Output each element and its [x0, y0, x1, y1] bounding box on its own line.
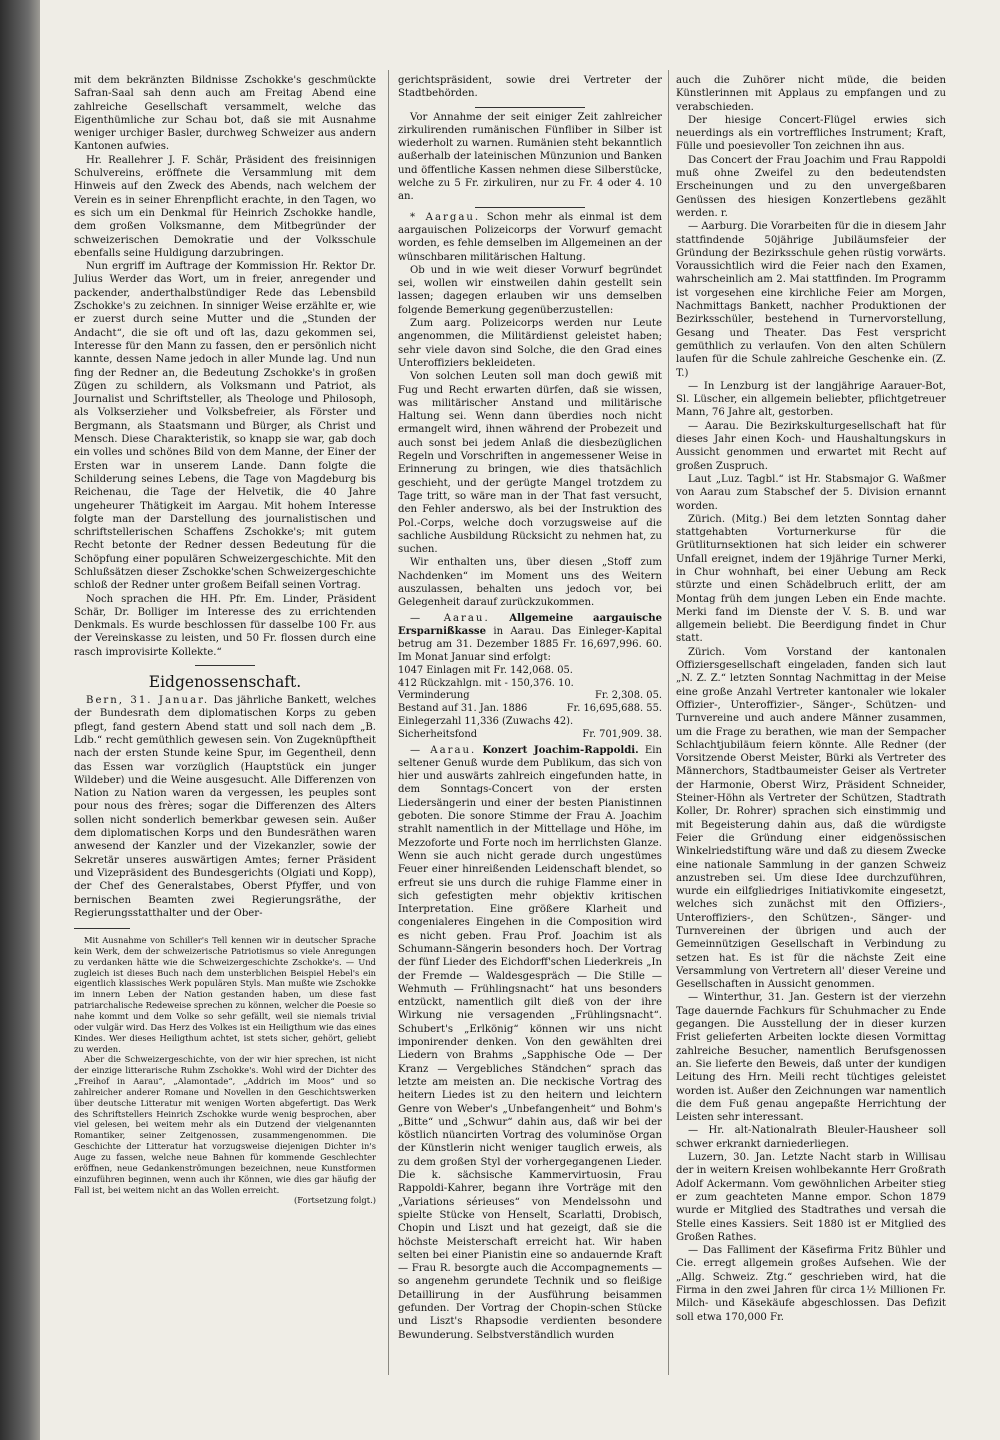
paragraph-text: Ein seltener Genuß wurde dem Publikum, das sich von hier und auswärts zahlreich eingefunden hatte, in dem Sonntags-Concert von der ersten Liedersängerin und einer der besten Pianistinnen geboten. Die sonore Stimme der Frau A. Joachim strahlt namentlich in der Mittellage und Höhe, im Mezzoforte und Forte noch im herrlichsten Glanze. Wenn sie auch nicht gerade durch ungestümes Feuer einer hinreißenden Leidenschaft blendet, so erfreut sie uns durch die ruhige Flamme einer in sich gefestigten mehr objektiv kritischen Interpretation. Eine größere Klarheit und congenialeres Eingehen in die Composition wird es nicht geben. Frau Prof. Joachim ist als Schumann-Sängerin besonders hoch. Der Vortrag der fünf Lieder des Eichdorff'schen Liederkreis „In der Fremde — Waldesgespräch — Die Stille — Wehmuth — Frühlingsnacht“ hat uns besonders entzückt, namentlich gilt dieß von der ihre Wirkung nie versagenden „Frühlingsnacht“. Schubert's „Erlkönig“ können wir uns nicht imponirender denken. Von den gewählten drei Liedern von Brahms „Sapphische Ode — Der Kranz — Vergebliches Ständchen“ sprach das letzte am meisten an. Die neckische Vortrag des heitern Liedes ist zu den heitern und leichtern Genre von Weber's „Unbefangenheit“ und Bohm's „Bitte“ und „Schwur“ dahin aus, daß wir bei der köstlich nüancirten Vortrag des voluminöse Organ der Künstlerin nicht weniger tauglich erweis, als zu dem großen Styl der vorhergegangenen Lieder. Die k. sächsische Kammervirtuosin, Frau Rappoldi-Kahrer, begann ihre Vorträge mit den „Variations sérieuses“ von Mendelssohn und spielte Stücke von Henselt, Scarlatti, Drobisch, Chopin und Liszt und hat gezeigt, daß sie die höchste Meisterschaft erreicht hat. Wir haben selten bei einer Pianistin eine so andauernde Kraft — Frau R. besorgte auch die Accompagnements — so angenehm gerundete Technik und so fleißige Detaillirung in der Ausführung beisammen gefunden. Der Vortrag der Chopin-schen Stücke und Liszt's Rhapsodie verdienten besondere Bewunderung. Selbstverständlich wurden [398, 744, 663, 1341]
bank-name: Allgemeine aargauische Ersparnißkasse [398, 611, 663, 637]
paragraph: — Hr. alt-Nationalrath Bleuler-Hausheer soll schwer erkrankt darniederliegen. [676, 1125, 946, 1150]
paragraph: Noch sprachen die HH. Pfr. Em. Linder, Präsident Schär, Dr. Bolliger im Interesse des zu errichtenden Denkmals. Es wurde beschlossen für dasselbe 100 Fr. aus der Vereinskasse zu leisten, und 50 Fr. flossen durch eine rasch improvisirte Kollekte.“ [74, 593, 376, 658]
divider [475, 107, 585, 108]
section-heading: Eidgenossenschaft. [148, 673, 302, 692]
paragraph: Das Concert der Frau Joachim und Frau Rappoldi muß ohne Zweifel zu den bedeutendsten Erscheinungen und zu den unvergeßbaren Genüssen des hiesigen Konzertlebens gezählt werden. r. [676, 154, 946, 219]
paragraph: Zürich. Vom Vorstand der kantonalen Offiziersgesellschaft eingeladen, fanden sich laut „N. Z. Z.“ letzten Sonntag Nachmittag in der Meise eine große Anzahl Vertreter kantonaler wie lokaler Offizier-, Unteroffizier-, Sänger-, Schützen- und Turnvereine und auch andere Männer zusammen, um die Frage zu berathen, wie man der Sempacher Schlachtjubiläum feiern könnte. Alle Redner (der Vorsitzende Oberst Meister, Bürki als Vertreter des Männerchors, Stadtbaumeister Geiser als Vertreter der Harmonie, Oberst Wirz, Präsident Schneider, Steiner-Höhn als Vertreter der Schützen, Stadtrath Koller, Dr. Rohrer) sprachen sich einstimmig und mit Begeisterung dahin aus, daß die würdigste Feier die Gründung einer eidgenössischen Winkelriedstiftung wäre und daß zu diesem Zwecke eine nationale Sammlung in der ganzen Schweiz anzustreben sei. Um diese Idee durchzuführen, wurde ein eilfgliedriges Initiativkomite eingesetzt, welches sich zunächst mit den Offiziers-, Unteroffiziers-, den Schützen-, Sänger- und Turnvereinen der übrigen und auch der Gemeinnützigen Gesellschaft in Verbindung zu setzen hat. Es ist für die nächste Zeit eine Versammlung von Vertretern all' dieser Vereine und Gesellschaften in Aussicht genommen. [676, 646, 946, 991]
row-label: 412 Rückzahlgn. mit - 150,376. 10. [398, 677, 574, 689]
paragraph: Zum aarg. Polizeicorps werden nur Leute angenommen, die Militärdienst geleistet haben; sehr viele davon sind Solche, die den Grad eines Unteroffiziers bekleideten. [398, 318, 662, 369]
table-row [398, 678, 662, 691]
paragraph: Hr. Reallehrer J. F. Schär, Präsident des freisinnigen Schulvereins, eröffnete die Versammlung mit dem Hinweis auf den Zweck des Abends, nach welchem der Verein es in seiner Ehrenpflicht erachte, in den Tagen, wo es sich um ein Denkmal für Heinrich Zschokke handle, dem großen Volksmanne, dem Mitbegründer der schweizerischen Demokratie und der Volksschule ebenfalls seine Huldigung darzubringen. [74, 154, 376, 259]
paragraph-text: Das jährliche Bankett, welches der Bundesrath dem diplomatischen Korps zu geben pflegt, fand gestern Abend statt und soll nach dem „B. Ldb.“ recht gemüthlich gewesen sein. Von Zugeknüpftheit nach der ersten Stunde keine Spur, im Gegentheil, denn das Essen war vorzüglich (Hauptstück ein junger Wildeber) und die Weine ausgesucht. Alle Differenzen von Nation zu Nation waren da vergessen, les peuples sont pour nous des frères; sogar die Differenzen des Alters sollen nicht sonderlich bemerkbar gewesen sein. Außer dem diplomatischen Korps und den Bundesräthen waren anwesend der Kanzler und der Vizekanzler, sowie der Sekretär unseres auswärtigen Amtes; ferner Präsident und Vizepräsident des Bundesgerichts (Olgiati und Kopp), der Chef des Generalstabes, Oberst Pfyffer, und von bernischen Beamten zwei Regierungsräthe, der Regierungsstatthalter und der Ober- [74, 695, 377, 919]
paragraph [74, 694, 376, 920]
concert-title: Konzert Joachim-Rappoldi. [482, 743, 639, 756]
dateline: — Aarau. [410, 612, 490, 624]
paragraph: Wir enthalten uns, über diesen „Stoff zum Nachdenken“ im Moment uns des Weitern auszulassen, behalten uns jedoch vor, bei Gelegenheit darauf zurückzukommen. [398, 557, 662, 609]
footnote-continued: (Fortsetzung folgt.) [293, 1195, 376, 1206]
row-label: Bestand auf 31. Jan. 1886 [398, 703, 528, 715]
paragraph: — In Lenzburg ist der langjährige Aarauer-Bot, Sl. Lüscher, ein allgemein beliebter, pflichtgetreuer Mann, 76 Jahre alt, gestorben. [676, 380, 946, 419]
paragraph: gerichtspräsident, sowie drei Vertreter der Stadtbehörden. [398, 75, 662, 100]
dateline: * Aargau. [410, 211, 481, 223]
divider [195, 665, 255, 666]
column-2 [398, 74, 662, 1342]
footnote-divider [74, 928, 130, 929]
paragraph: Der hiesige Concert-Flügel erwies sich neuerdings als ein vortreffliches Instrument; Kraft, Fülle und poesievoller Ton zeichnen ihn aus. [676, 114, 946, 153]
paragraph: mit dem bekränzten Bildnisse Zschokke's geschmückte Safran-Saal sah denn auch am Freitag Abend eine zahlreiche Gesellschaft versammelt, welche das Eigenthümliche zur Schau bot, daß sie mit Ausnahme weniger urchiger Basler, durchweg Schweizer aus andern Kantonen aufwies. [74, 75, 376, 153]
footnote-paragraph: Mit Ausnahme von Schiller's Tell kennen wir in deutscher Sprache kein Werk, dem der schweizerische Patriotismus so viele Anregungen zu verdanken hätte wie die Schweizergeschichte Zschokke's. — Und zugleich ist dieses Buch nach dem unsterblichen Beispiel Hebel's ein eigentlich klassisches Werk populären Styls. Man mußte wie Zschokke im innern Leben der Nation gestanden haben, um diese fast patriarchalische Redeweise sprechen zu können, welcher die Poesie so nahe kommt und dem Volke so sehr gefällt, weil sie niemals trivial oder vulgär wird. Das Herz des Volkes ist ein Heiligthum wie das eines Kindes. Wer dieses Heiligthum achtet, ist stets sicher, gehört, geliebt zu werden. [74, 935, 376, 1054]
row-value: Fr. 16,695,688. 55. [566, 703, 662, 715]
paragraph: Laut „Luz. Tagbl.“ ist Hr. Stabsmajor G. Waßmer von Aarau zum Stabschef der 5. Division ernannt worden. [676, 473, 946, 512]
dateline: — Aarau. [410, 744, 477, 756]
paragraph: Zürich. (Mitg.) Bei dem letzten Sonntag daher stattgehabten Vorturnerkurse für die Grütliturnsektionen hat sich leider ein schwerer Unfall ereignet, indem der 19jährige Turner Merki, in Chur wohnhaft, bei einer Uebung am Reck stürzte und einen Schädelbruch erlitt, der am Montag früh dem jungen Leben ein Ende machte. Merki fand im Dienste der V. S. B. und war allgemein beliebt. Die Beerdigung findet in Chur statt. [676, 513, 946, 645]
column-3 [676, 74, 946, 1324]
row-label: 1047 Einlagen mit Fr. 142,068. 05. [398, 664, 573, 676]
paragraph: Ob und in wie weit dieser Vorwurf begründet sei, wollen wir einstweilen dahin gestellt sein lassen; dagegen erlauben wir uns demselben folgende Bemerkung gegenüberzustellen: [398, 264, 662, 316]
paragraph: — Aarau. Die Bezirkskulturgesellschaft hat für dieses Jahr einen Koch- und Haushaltungskurs in Aussicht genommen und erwartet mit Recht auf großen Zuspruch. [676, 420, 946, 472]
table-row [398, 716, 662, 729]
table-row [398, 665, 662, 678]
row-label: Sicherheitsfond [398, 728, 478, 740]
footnote-paragraph: Aber die Schweizergeschichte, von der wir hier sprechen, ist nicht der einzige litterarische Ruhm Zschokke's. Wohl wird der Dichter des „Freihof in Aarau“, „Alamontade“, „Addrich im Moos“ und so zahlreicher anderer Romane und Novellen in den Geschichtswerken über deutsche Litteratur mit wenigen Worten abgefertigt. Das Werk des Schriftstellers Heinrich Zschokke wurde wenig besprochen, aber viel gelesen, bei weitem mehr als ein Dutzend der vielgenannten Romantiker, seiner Zeitgenossen, zusammengenommen. Die Geschichte der Litteratur hat vorzugsweise diejenigen Dichter in's Auge zu fassen, welche neue Bahnen für kommende Geschlechter eröffnen, neue Gedankenströmungen bezeichnen, neue Kunstformen einzuführen beginnen, wenn auch ihr Können, wie dies gar häufig der Fall ist, bei weitem nicht an das Wollen erreicht. [74, 1054, 376, 1195]
paragraph: Von solchen Leuten soll man doch gewiß mit Fug und Recht erwarten dürfen, daß sie wissen, was militärischer Anstand und militärische Haltung sei. Wenn dann überdies noch nicht ermangelt wird, ihnen während der Probezeit und auch sonst bei jedem Anlaß die diesbezüglichen Regeln und Vorschriften in angemessener Weise in Erinnerung zu bringen, wie dies thatsächlich geschieht, und der gerügte Mangel trotzdem zu Tage tritt, so wäre man in der That fast versucht, den Fehler anderswo, als bei der Instruktion des Pol.-Corps, welche doch vorzugsweise auf die sachliche Ausbildung Rücksicht zu nehmen hat, zu suchen. [398, 371, 662, 556]
row-label: Verminderung [398, 690, 470, 702]
row-value: Fr. 2,308. 05. [594, 690, 662, 702]
divider [475, 207, 585, 208]
paragraph: Nun ergriff im Auftrage der Kommission Hr. Rektor Dr. Julius Werder das Wort, um in freier, anregender und packender, anderthalbstündiger Rede das Lebensbild Zschokke's zu zeichnen. In sinniger Weise erzählte er, wie er zuerst durch seine Mutter und die „Stunden der Andacht“, die sie oft und oft las, dazu gekommen sei, Interesse für den Mann zu fassen, den er persönlich nicht kannte, dessen Name jedoch in aller Munde lag. Und nun fing der Redner an, die Bedeutung Zschokke's in großen Zügen zu schildern, als Volksmann und Patriot, als Journalist und Schriftsteller, als Theologe und Philosoph, als Volkserzieher und Volksbefreier, als Förster und Bergmann, als Staatsmann und Bürger, als Christ und Mensch. Diese Charakteristik, so knapp sie war, gab doch ein volles und schönes Bild von dem Manne, der Einer der Ersten war in unserem Lande. Dann folgte die Schilderung seines Lebens, die Tage von Magdeburg bis Reichenau, die Tage der Helvetik, die 40 Jahre ungeheurer Thätigkeit im Aargau. Mit hohem Interesse folgte man der Darstellung des journalistischen und schriftstellerischen Schaffens Zschokke's; mit gutem Recht betonte der Redner dessen Bedeutung für die Schöpfung einer populären Schweizergeschichte. Mit den Schlußsätzen dieser Zschokke'schen Schweizergeschichte schloß der Redner unter großem Beifall seinen Vortrag. [74, 261, 376, 592]
paragraph-text: Schon mehr als einmal ist dem aargauischen Polizeicorps der Vorwurf gemacht worden, es fehle demselben im Allgemeinen an der wünschbaren militärischen Haltung. [398, 211, 663, 263]
paragraph [398, 744, 662, 1342]
paragraph: — Aarburg. Die Vorarbeiten für die in diesem Jahr stattfindende 50jährige Jubiläumsfeier der Gründung der Bezirksschule gehen rüstig vorwärts. Voraussichtlich wird die Feier nach den Examen, wahrscheinlich am 2. Mai stattfinden. Im Programm ist vorgesehen eine kirchliche Feier am Morgen, Nachmittags Bankett, nachher Produktionen der Bezirksschüler, bestehend in Turnervorstellung, Gesang und Theater. Das Fest verspricht gemüthlich zu verlaufen. Von den alten Schülern laufen für die Schule zahlreiche Geschenke ein. (Z. T.) [676, 221, 946, 379]
paragraph [398, 612, 662, 665]
paragraph: Vor Annahme der seit einiger Zeit zahlreicher zirkulirenden rumänischen Fünfliber in Silber ist wiederholt zu warnen. Rumänien steht bekanntlich außerhalb der lateinischen Münzunion und Banken und öffentliche Kassen nehmen diese Silberstücke, welche zu 5 Fr. zirkuliren, nur zu Fr. 4 oder 4. 10 an. [398, 111, 662, 203]
footnote [74, 935, 376, 1206]
paragraph: — Das Falliment der Käsefirma Fritz Bühler und Cie. erregt allgemein großes Aufsehen. Wie der „Allg. Schweiz. Ztg.“ geschrieben wird, hat die Firma in den zwei Jahren für circa 1½ Millionen Fr. Milch- und Käsekäufe abgeschlossen. Das Defizit soll etwa 170,000 Fr. [676, 1245, 946, 1323]
paragraph: auch die Zuhörer nicht müde, die beiden Künstlerinnen mit Applaus zu empfangen und zu verabschieden. [676, 75, 946, 113]
table-row [398, 690, 662, 703]
paragraph-text: in Aarau. Das Einleger-Kapital betrug am 31. Dezember 1885 Fr. 16,697,996. 60. Im Monat Januar sind erfolgt: [398, 625, 662, 664]
paragraph [398, 211, 662, 264]
paragraph: Luzern, 30. Jan. Letzte Nacht starb in Willisau der in weitern Kreisen wohlbekannte Herr Großrath Adolf Ackermann. Vom gewöhnlichen Arbeiter stieg er zum geachteten Manne empor. Schon 1879 wurde er Mitglied des Stadtrathes und versah die Stelle eines Kassiers. Seit 1880 ist er Mitglied des Großen Rathes. [676, 1152, 946, 1243]
row-label: Einlegerzahl 11,336 (Zuwachs 42). [398, 715, 574, 727]
column-separator [388, 70, 389, 1375]
row-value: Fr. 701,909. 38. [582, 728, 662, 740]
dateline: Bern, 31. Januar. [86, 695, 210, 707]
column-1 [74, 74, 376, 1206]
table-row [398, 703, 662, 716]
table-row [398, 729, 662, 742]
paragraph: — Winterthur, 31. Jan. Gestern ist der vierzehn Tage dauernde Fachkurs für Schuhmacher zu Ende gegangen. Die Ausstellung der in dieser kurzen Frist gelieferten Arbeiten lockte diesen Vormittag zahlreiche Besucher, namentlich Berufsgenossen an. Sie lieferte den Beweis, daß unter der kundigen Leitung des Hrn. Meili recht tüchtiges geleistet worden ist. Außer den Zeichnungen war namentlich die dem Fuß genau angepaßte Herrichtung der Leisten sehr interessant. [676, 992, 946, 1124]
column-separator [668, 70, 669, 1375]
page-binding-edge [0, 0, 40, 1440]
